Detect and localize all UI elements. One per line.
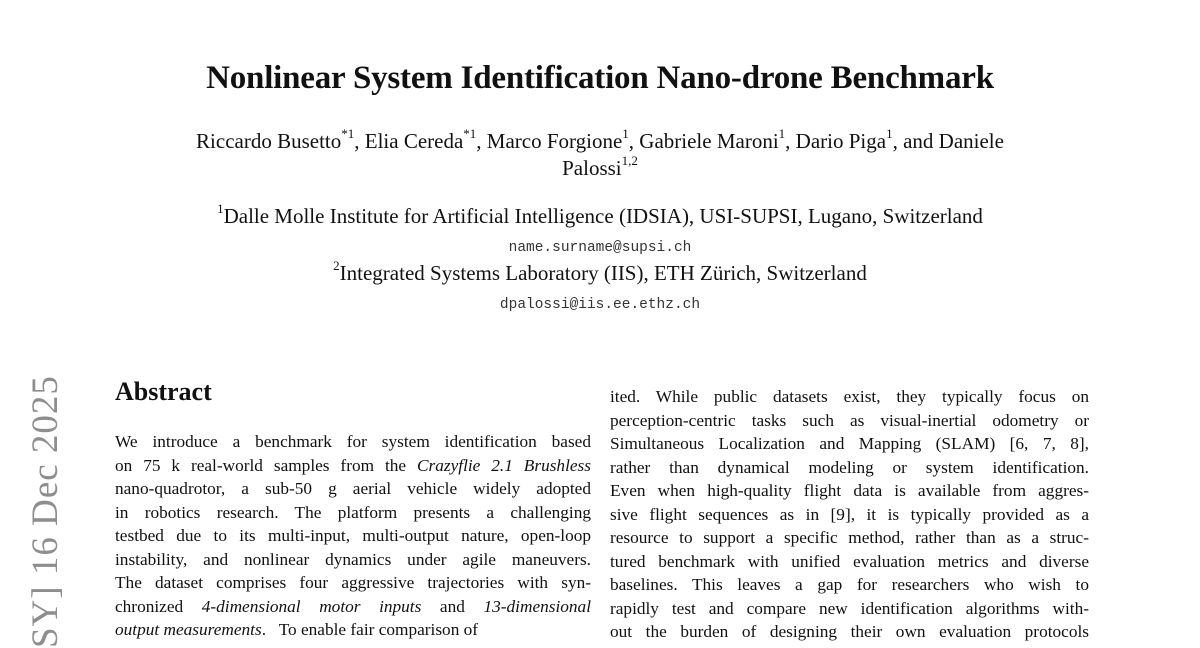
author-affiliation-mark: 1,2 bbox=[621, 153, 638, 168]
text-line bbox=[115, 595, 591, 619]
text-line: instability, and nonlinear dynamics under agile maneuvers. bbox=[115, 549, 591, 569]
text-line: ited. While public datasets exist, they typically focus on bbox=[610, 387, 1089, 406]
author-name: Dario Piga bbox=[795, 129, 887, 153]
text-run: and bbox=[421, 596, 484, 616]
text-line: tured benchmark with unified evaluation metrics and diverse bbox=[610, 551, 1089, 571]
text-line: rapidly test and compare new identification algorithms with- bbox=[610, 598, 1089, 618]
text-line: perception-centric tasks such as visual-inertial odometry or bbox=[610, 410, 1089, 430]
text-line: Simultaneous Localization and Mapping (SLAM) [6, 7, 8], bbox=[610, 434, 1089, 453]
author-affiliation-mark: *1 bbox=[463, 126, 477, 141]
text-line: baselines. This leaves a gap for researchers who wish to bbox=[610, 575, 1089, 594]
text-line: out the burden of designing their own evaluation protocols bbox=[610, 622, 1089, 641]
paper-title: Nonlinear System Identification Nano-drone Benchmark bbox=[206, 60, 994, 96]
italic-text-run: Crazyflie 2.1 Brushless bbox=[416, 455, 591, 475]
affiliation-name: Dalle Molle Institute for Artificial Intelligence (IDSIA), USI-SUPSI, Lugano, Switzerland bbox=[223, 204, 983, 228]
affiliation-1-email: name.surname@supsi.ch bbox=[508, 240, 692, 256]
abstract-right-column bbox=[610, 385, 1089, 644]
affiliation-name: Integrated Systems Laboratory (IIS), ETH Zürich, Switzerland bbox=[339, 261, 867, 285]
text-line: testbed due to its multi-input, multi-output nature, open-loop bbox=[115, 526, 591, 545]
text-line: in robotics research. The platform presents a challenging bbox=[115, 502, 591, 522]
affiliation-1 bbox=[0, 201, 1200, 229]
affiliation-2-email: dpalossi@iis.ee.ethz.ch bbox=[499, 297, 701, 313]
italic-text-run: output measurements bbox=[115, 620, 262, 639]
text-line: Even when high-quality flight data is available from aggres- bbox=[610, 481, 1089, 500]
text-line: We introduce a benchmark for system identification based bbox=[115, 432, 591, 451]
arxiv-stamp: SY] 16 Dec 2025 bbox=[25, 375, 66, 648]
abstract-left-column bbox=[115, 430, 591, 642]
abstract-heading: Abstract bbox=[115, 377, 212, 406]
affiliation-mark: 2 bbox=[333, 258, 340, 273]
text-line bbox=[115, 454, 591, 478]
author-conjunction: and Daniele bbox=[903, 129, 1004, 153]
text-line: sive flight sequences as in [9], it is typically provided as a bbox=[610, 504, 1089, 524]
author-affiliation-mark: 1 bbox=[778, 126, 786, 141]
author-name: Elia Cereda bbox=[364, 129, 464, 153]
italic-text-run: 13-dimensional bbox=[483, 596, 592, 616]
text-line: resource to support a specific method, rather than as a struc- bbox=[610, 528, 1089, 547]
text-line: rather than dynamical modeling or system identification. bbox=[610, 457, 1089, 477]
author-name: Riccardo Busetto bbox=[196, 129, 342, 153]
text-line bbox=[115, 618, 591, 642]
text-run: on 75 k real-world samples from the bbox=[115, 455, 417, 475]
text-line: The dataset comprises four aggressive trajectories with syn- bbox=[115, 573, 591, 592]
text-run: chronized bbox=[115, 596, 202, 616]
author-name: Palossi bbox=[562, 156, 622, 180]
affiliation-2 bbox=[0, 258, 1200, 286]
text-run: . To enable fair comparison of bbox=[261, 620, 479, 639]
author-name: Marco Forgione bbox=[486, 129, 623, 153]
author-list: Riccardo Busetto$^{*1}$, Elia Cereda$^{*1}$, Marco Forgione$^1$, Gabriele Maroni$^1$, Dario Piga$^1$, and Daniele Palossi$^{1,2}$ bbox=[196, 126, 1004, 180]
italic-text-run: 4-dimensional motor inputs bbox=[201, 596, 422, 616]
author-affiliation-mark: *1 bbox=[341, 126, 355, 141]
author-name: Gabriele Maroni bbox=[639, 129, 779, 153]
author-affiliation-mark: 1 bbox=[886, 126, 893, 141]
affiliation-mark: 1 bbox=[217, 201, 224, 216]
text-line: nano-quadrotor, a sub-50 g aerial vehicle widely adopted bbox=[115, 479, 591, 498]
author-affiliation-mark: 1 bbox=[622, 126, 629, 141]
